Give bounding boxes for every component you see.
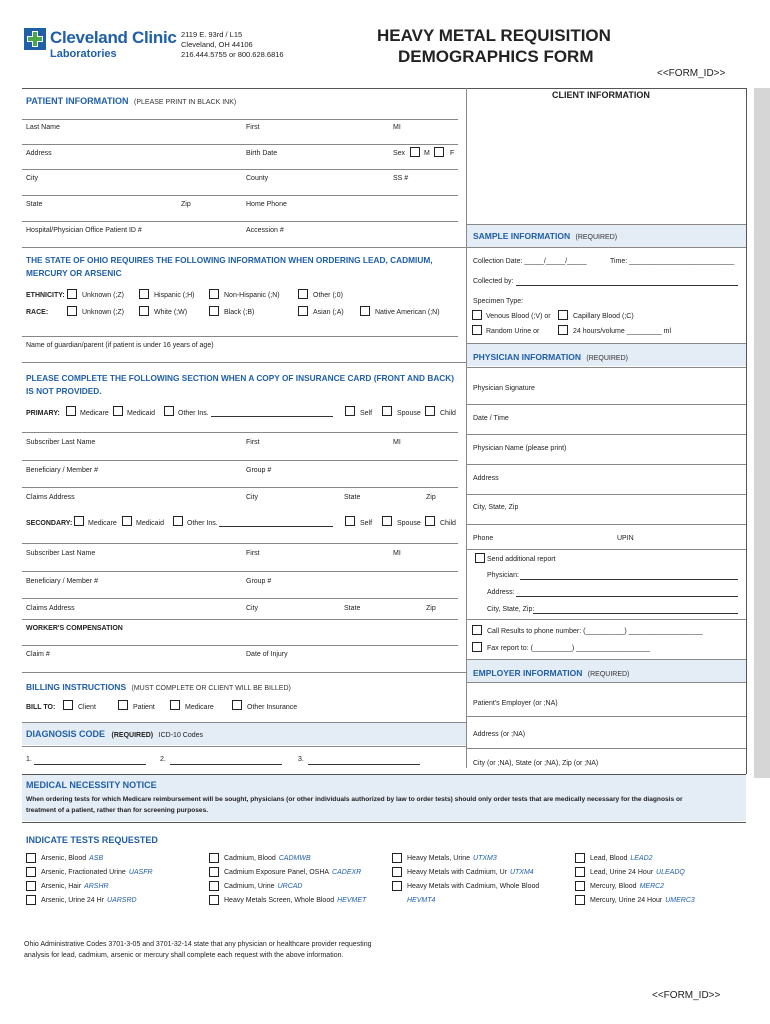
primary-other-ins-label: Other Ins.	[178, 410, 209, 417]
secondary-other-ins-checkbox[interactable]	[173, 516, 183, 526]
race-black-checkbox[interactable]	[209, 306, 219, 316]
sub2-last-name-label: Subscriber Last Name	[26, 550, 96, 557]
footer-line-1: Ohio Administrative Codes 3701-3-05 and 3701-32-14 state that any physician or healthcare provider requesting	[24, 941, 372, 948]
test-checkbox[interactable]	[392, 881, 402, 891]
claims2-city-label: City	[246, 605, 259, 612]
test-checkbox[interactable]	[209, 881, 219, 891]
collection-time: Time: ___________________________	[610, 258, 735, 265]
sub-first-label: First	[246, 439, 260, 446]
test-code: ULEADQ	[656, 869, 685, 876]
label-birth-date: Birth Date	[246, 150, 278, 157]
test-checkbox[interactable]	[209, 867, 219, 877]
test-name: Heavy Metals with Cadmium, Whole Blood	[407, 883, 540, 890]
cleveland-clinic-logo-icon	[24, 28, 46, 50]
primary-self-label: Self	[360, 410, 373, 417]
label-sex-f: F	[450, 150, 455, 157]
venous-checkbox[interactable]	[472, 310, 482, 320]
collection-date: Collection Date: _____/_____/_____	[473, 258, 587, 265]
test-label	[224, 854, 311, 863]
diagnosis-icd: ICD-10 Codes	[158, 732, 204, 739]
race-native-checkbox[interactable]	[360, 306, 370, 316]
client-info-title: CLIENT INFORMATION	[552, 90, 650, 100]
primary-medicaid-checkbox[interactable]	[113, 406, 123, 416]
sex-f-checkbox[interactable]	[434, 147, 444, 157]
test-label	[41, 882, 109, 891]
test-code-extra: HEVMT4	[407, 897, 436, 904]
sub2-first-label: First	[246, 550, 260, 557]
race-black-label: Black (;B)	[224, 309, 255, 316]
race-white-checkbox[interactable]	[139, 306, 149, 316]
test-code: UASFR	[128, 869, 153, 876]
physician-csz-label: City, State, Zip	[473, 504, 519, 511]
collected-by: Collected by:	[473, 278, 514, 285]
test-code: URCAD	[277, 883, 303, 890]
claims-zip-label: Zip	[426, 494, 436, 501]
test-name: Cadmium Exposure Panel, OSHA	[224, 869, 330, 876]
test-label	[407, 854, 497, 863]
send-report-label: Send additional report	[487, 556, 556, 563]
label-first: First	[246, 124, 260, 131]
label-ss: SS #	[393, 175, 409, 182]
eth-non-hispanic-checkbox[interactable]	[209, 289, 219, 299]
race-native-label: Native American (;N)	[375, 309, 440, 316]
secondary-self-label: Self	[360, 520, 373, 527]
guardian-label: Name of guardian/parent (if patient is under 16 years of age)	[26, 342, 214, 349]
test-checkbox[interactable]	[26, 867, 36, 877]
random-urine-label: Random Urine or	[486, 328, 540, 335]
claims-state-label: State	[344, 494, 361, 501]
ohio-notice-2: MERCURY OR ARSENIC	[26, 268, 122, 278]
logo-name: Cleveland Clinic	[50, 28, 177, 47]
test-code: MERC2	[639, 883, 665, 890]
form-id-bottom: <<FORM_ID>>	[652, 990, 721, 1001]
sub2-mi-label: MI	[393, 550, 401, 557]
secondary-child-checkbox[interactable]	[425, 516, 435, 526]
injury-date-label: Date of Injury	[246, 651, 288, 658]
bill-patient-label: Patient	[133, 704, 155, 711]
test-checkbox[interactable]	[575, 853, 585, 863]
test-name: Lead, Urine 24 Hour	[590, 869, 654, 876]
secondary-spouse-checkbox[interactable]	[382, 516, 392, 526]
label-zip: Zip	[181, 201, 191, 208]
ohio-notice-1: THE STATE OF OHIO REQUIRES THE FOLLOWING INFORMATION WHEN ORDERING LEAD, CADMIUM,	[26, 255, 433, 265]
primary-spouse-label: Spouse	[397, 410, 421, 417]
form-title-2: DEMOGRAPHICS FORM	[398, 47, 594, 66]
test-checkbox[interactable]	[26, 853, 36, 863]
test-label	[407, 882, 542, 891]
billing-title	[26, 682, 291, 693]
bill-client-label: Client	[78, 704, 96, 711]
test-name: Mercury, Blood	[590, 883, 637, 890]
test-code: CADEXR	[332, 869, 362, 876]
employer-required: (REQUIRED)	[587, 671, 630, 678]
bill-client-checkbox[interactable]	[63, 700, 73, 710]
test-code: UARSRD	[107, 897, 137, 904]
billing-title-text: BILLING INSTRUCTIONS	[26, 682, 127, 692]
claim-label: Claim #	[26, 651, 50, 658]
report-physician-line[interactable]	[520, 579, 738, 580]
eth-unknown-label: Unknown (;Z)	[82, 292, 125, 299]
test-name: Arsenic, Hair	[41, 883, 82, 890]
physician-title-text: PHYSICIAN INFORMATION	[473, 352, 581, 362]
employer-title	[473, 668, 629, 679]
sub-last-name-label: Subscriber Last Name	[26, 439, 96, 446]
label-last-name: Last Name	[26, 124, 60, 131]
eth-hispanic-checkbox[interactable]	[139, 289, 149, 299]
test-code: LEAD2	[630, 855, 653, 862]
test-name: Lead, Blood	[590, 855, 628, 862]
form-title-1: HEAVY METAL REQUISITION	[377, 26, 611, 45]
workers-comp-label: WORKER'S COMPENSATION	[26, 625, 123, 632]
employer-csz-label: City (or ;NA), State (or ;NA), Zip (or ;NA)	[473, 760, 599, 767]
diag-2-label: 2.	[160, 756, 166, 763]
claims2-state-label: State	[344, 605, 361, 612]
test-label	[224, 896, 366, 905]
test-checkbox[interactable]	[575, 895, 585, 905]
eth-other-checkbox[interactable]	[298, 289, 308, 299]
logo-sub: Laboratories	[50, 48, 117, 60]
label-county: County	[246, 175, 269, 182]
test-code: CADMWB	[278, 855, 311, 862]
test-label	[41, 896, 137, 905]
necessity-line-2: treatment of a patient, rather than for screening purposes.	[26, 807, 209, 814]
patient-info-title	[26, 96, 236, 107]
secondary-child-label: Child	[440, 520, 456, 527]
secondary-other-ins-line[interactable]	[219, 526, 333, 527]
sex-m-checkbox[interactable]	[410, 147, 420, 157]
collected-by-line[interactable]	[516, 285, 738, 286]
claims-address-label: Claims Address	[26, 494, 75, 501]
primary-child-label: Child	[440, 410, 456, 417]
primary-medicare-checkbox[interactable]	[66, 406, 76, 416]
label-sex-m: M	[424, 150, 430, 157]
label-ethnicity: ETHNICITY:	[26, 292, 65, 299]
primary-other-ins-line[interactable]	[211, 416, 333, 417]
test-label	[590, 882, 664, 891]
send-report-checkbox[interactable]	[475, 553, 485, 563]
diag-1-label: 1.	[26, 756, 32, 763]
secondary-medicaid-checkbox[interactable]	[122, 516, 132, 526]
billing-note: (MUST COMPLETE OR CLIENT WILL BE BILLED)	[131, 685, 291, 692]
diagnosis-required: (REQUIRED)	[111, 732, 154, 739]
test-code: UMERC3	[665, 897, 695, 904]
patient-info-note: (PLEASE PRINT IN BLACK INK)	[134, 99, 237, 106]
group-label: Group #	[246, 467, 272, 474]
bill-medicare-checkbox[interactable]	[170, 700, 180, 710]
diag-2-line[interactable]	[170, 764, 282, 765]
random-urine-checkbox[interactable]	[472, 325, 482, 335]
employer-title-text: EMPLOYER INFORMATION	[473, 668, 583, 678]
insurance-notice-1: PLEASE COMPLETE THE FOLLOWING SECTION WHEN A COPY OF INSURANCE CARD (FRONT AND BACK)	[26, 373, 455, 383]
venous-label: Venous Blood (;V) or	[486, 313, 551, 320]
test-checkbox[interactable]	[575, 867, 585, 877]
test-name: Arsenic, Urine 24 Hr	[41, 897, 105, 904]
test-code: UTXM3	[473, 855, 497, 862]
claims-city-label: City	[246, 494, 259, 501]
sub-mi-label: MI	[393, 439, 401, 446]
diagnosis-title	[26, 729, 203, 740]
test-code: ARSHR	[84, 883, 109, 890]
label-address: Address	[26, 150, 52, 157]
eth-non-hispanic-label: Non-Hispanic (;N)	[224, 292, 280, 299]
report-physician-label: Physician:	[487, 572, 519, 579]
physician-title	[473, 352, 628, 363]
diagnosis-title-text: DIAGNOSIS CODE	[26, 729, 106, 739]
secondary-medicaid-label: Medicaid	[136, 520, 165, 527]
race-white-label: White (;W)	[154, 309, 188, 316]
primary-medicare-label: Medicare	[80, 410, 109, 417]
test-label	[407, 868, 534, 877]
physician-phone-label: Phone	[473, 535, 494, 542]
test-code: HEVMET	[337, 897, 367, 904]
test-checkbox[interactable]	[575, 881, 585, 891]
capillary-checkbox[interactable]	[558, 310, 568, 320]
primary-child-checkbox[interactable]	[425, 406, 435, 416]
physician-date-time-label: Date / Time	[473, 415, 509, 422]
test-label	[590, 896, 695, 905]
claims2-zip-label: Zip	[426, 605, 436, 612]
label-state: State	[26, 201, 43, 208]
bill-other-insurance-label: Other Insurance	[247, 704, 298, 711]
test-label	[41, 868, 153, 877]
test-checkbox[interactable]	[26, 881, 36, 891]
claims2-address-label: Claims Address	[26, 605, 75, 612]
physician-required: (REQUIRED)	[586, 355, 628, 362]
test-label	[590, 868, 685, 877]
secondary-medicare-label: Medicare	[88, 520, 117, 527]
label-accession: Accession #	[246, 227, 284, 234]
test-label	[224, 868, 361, 877]
physician-name-label: Physician Name (please print)	[473, 445, 567, 452]
physician-address-label: Address	[473, 475, 499, 482]
test-label	[224, 882, 302, 891]
test-checkbox[interactable]	[209, 895, 219, 905]
capillary-label: Capillary Blood (;C)	[573, 313, 634, 320]
eth-hispanic-label: Hispanic (;H)	[154, 292, 195, 299]
lab-address-1: 2119 E. 93rd / L15	[181, 30, 243, 39]
test-name: Arsenic, Fractionated Urine	[41, 869, 126, 876]
report-csz-line[interactable]	[533, 613, 738, 614]
test-checkbox[interactable]	[392, 867, 402, 877]
secondary-medicare-checkbox[interactable]	[74, 516, 84, 526]
tests-title: INDICATE TESTS REQUESTED	[26, 835, 158, 845]
lab-phone: 216.444.5755 or 800.628.6816	[181, 50, 284, 59]
insurance-notice-2: IS NOT PROVIDED.	[26, 386, 102, 396]
primary-medicaid-label: Medicaid	[127, 410, 156, 417]
footer-line-2: analysis for lead, cadmium, arsenic or mercury shall complete each request with the above information.	[24, 952, 344, 959]
test-name: Arsenic, Blood	[41, 855, 87, 862]
diag-3-label: 3.	[298, 756, 304, 763]
beneficiary-label: Beneficiary / Member #	[26, 467, 98, 474]
test-checkbox[interactable]	[392, 853, 402, 863]
diag-3-line[interactable]	[308, 764, 420, 765]
sample-title	[473, 231, 617, 242]
bill-other-insurance-checkbox[interactable]	[232, 700, 242, 710]
test-code: ASB	[89, 855, 104, 862]
label-mi: MI	[393, 124, 401, 131]
bill-medicare-label: Medicare	[185, 704, 214, 711]
urine-24-label: 24 hours/volume _________ ml	[573, 328, 672, 335]
sample-required: (REQUIRED)	[575, 234, 618, 241]
primary-label: PRIMARY:	[26, 410, 60, 417]
sample-title-text: SAMPLE INFORMATION	[473, 231, 571, 241]
beneficiary2-label: Beneficiary / Member #	[26, 578, 98, 585]
call-results-label: Call Results to phone number: (__________) ___________________	[487, 628, 703, 635]
fax-report-checkbox[interactable]	[472, 642, 482, 652]
race-unknown-label: Unknown (;Z)	[82, 309, 125, 316]
form-id-top: <<FORM_ID>>	[657, 68, 726, 79]
test-name: Heavy Metals Screen, Whole Blood	[224, 897, 335, 904]
call-results-checkbox[interactable]	[472, 625, 482, 635]
test-label	[590, 854, 653, 863]
label-city: City	[26, 175, 39, 182]
logo	[24, 28, 46, 55]
necessity-title: MEDICAL NECESSITY NOTICE	[26, 780, 157, 790]
label-home-phone: Home Phone	[246, 201, 287, 208]
test-label	[41, 854, 103, 863]
label-race: RACE:	[26, 309, 49, 316]
race-asian-checkbox[interactable]	[298, 306, 308, 316]
bill-patient-checkbox[interactable]	[118, 700, 128, 710]
report-address-line[interactable]	[516, 596, 738, 597]
primary-spouse-checkbox[interactable]	[382, 406, 392, 416]
employer-address-label: Address (or ;NA)	[473, 731, 526, 738]
test-name: Heavy Metals with Cadmium, Ur	[407, 869, 507, 876]
bill-to-label: BILL TO:	[26, 704, 56, 711]
physician-upin-label: UPIN	[617, 535, 634, 542]
label-sex: Sex	[393, 150, 406, 157]
primary-self-checkbox[interactable]	[345, 406, 355, 416]
race-asian-label: Asian (;A)	[313, 309, 344, 316]
test-name: Cadmium, Blood	[224, 855, 276, 862]
necessity-line-1: When ordering tests for which Medicare reimbursement will be sought, physicians (or other individuals authorized by law to order tests) should only order tests that are medically necessary for the diagnosis or	[26, 796, 683, 803]
urine-24-checkbox[interactable]	[558, 325, 568, 335]
patient-info-title-text: PATIENT INFORMATION	[26, 96, 129, 106]
employer-label: Patient's Employer (or ;NA)	[473, 700, 558, 707]
test-name: Mercury, Urine 24 Hour	[590, 897, 663, 904]
test-name: Heavy Metals, Urine	[407, 855, 471, 862]
label-hospital-id: Hospital/Physician Office Patient ID #	[26, 227, 142, 234]
secondary-label: SECONDARY:	[26, 520, 73, 527]
test-code: UTXM4	[509, 869, 534, 876]
specimen-type: Specimen Type:	[473, 298, 524, 305]
primary-other-ins-checkbox[interactable]	[164, 406, 174, 416]
race-unknown-checkbox[interactable]	[67, 306, 77, 316]
secondary-other-ins-label: Other Ins.	[187, 520, 218, 527]
lab-address-2: Cleveland, OH 44106	[181, 40, 253, 49]
diag-1-line[interactable]	[34, 764, 146, 765]
test-checkbox[interactable]	[26, 895, 36, 905]
fax-report-label: Fax report to: (__________) ___________________	[487, 645, 651, 652]
right-margin-bar	[754, 88, 770, 778]
eth-other-label: Other (;0)	[313, 292, 343, 299]
test-checkbox[interactable]	[209, 853, 219, 863]
group2-label: Group #	[246, 578, 272, 585]
report-address-label: Address:	[487, 589, 515, 596]
secondary-self-checkbox[interactable]	[345, 516, 355, 526]
report-csz-label: City, State, Zip:	[487, 606, 535, 613]
eth-unknown-checkbox[interactable]	[67, 289, 77, 299]
physician-signature-label: Physician Signature	[473, 385, 535, 392]
test-name: Cadmium, Urine	[224, 883, 275, 890]
secondary-spouse-label: Spouse	[397, 520, 421, 527]
